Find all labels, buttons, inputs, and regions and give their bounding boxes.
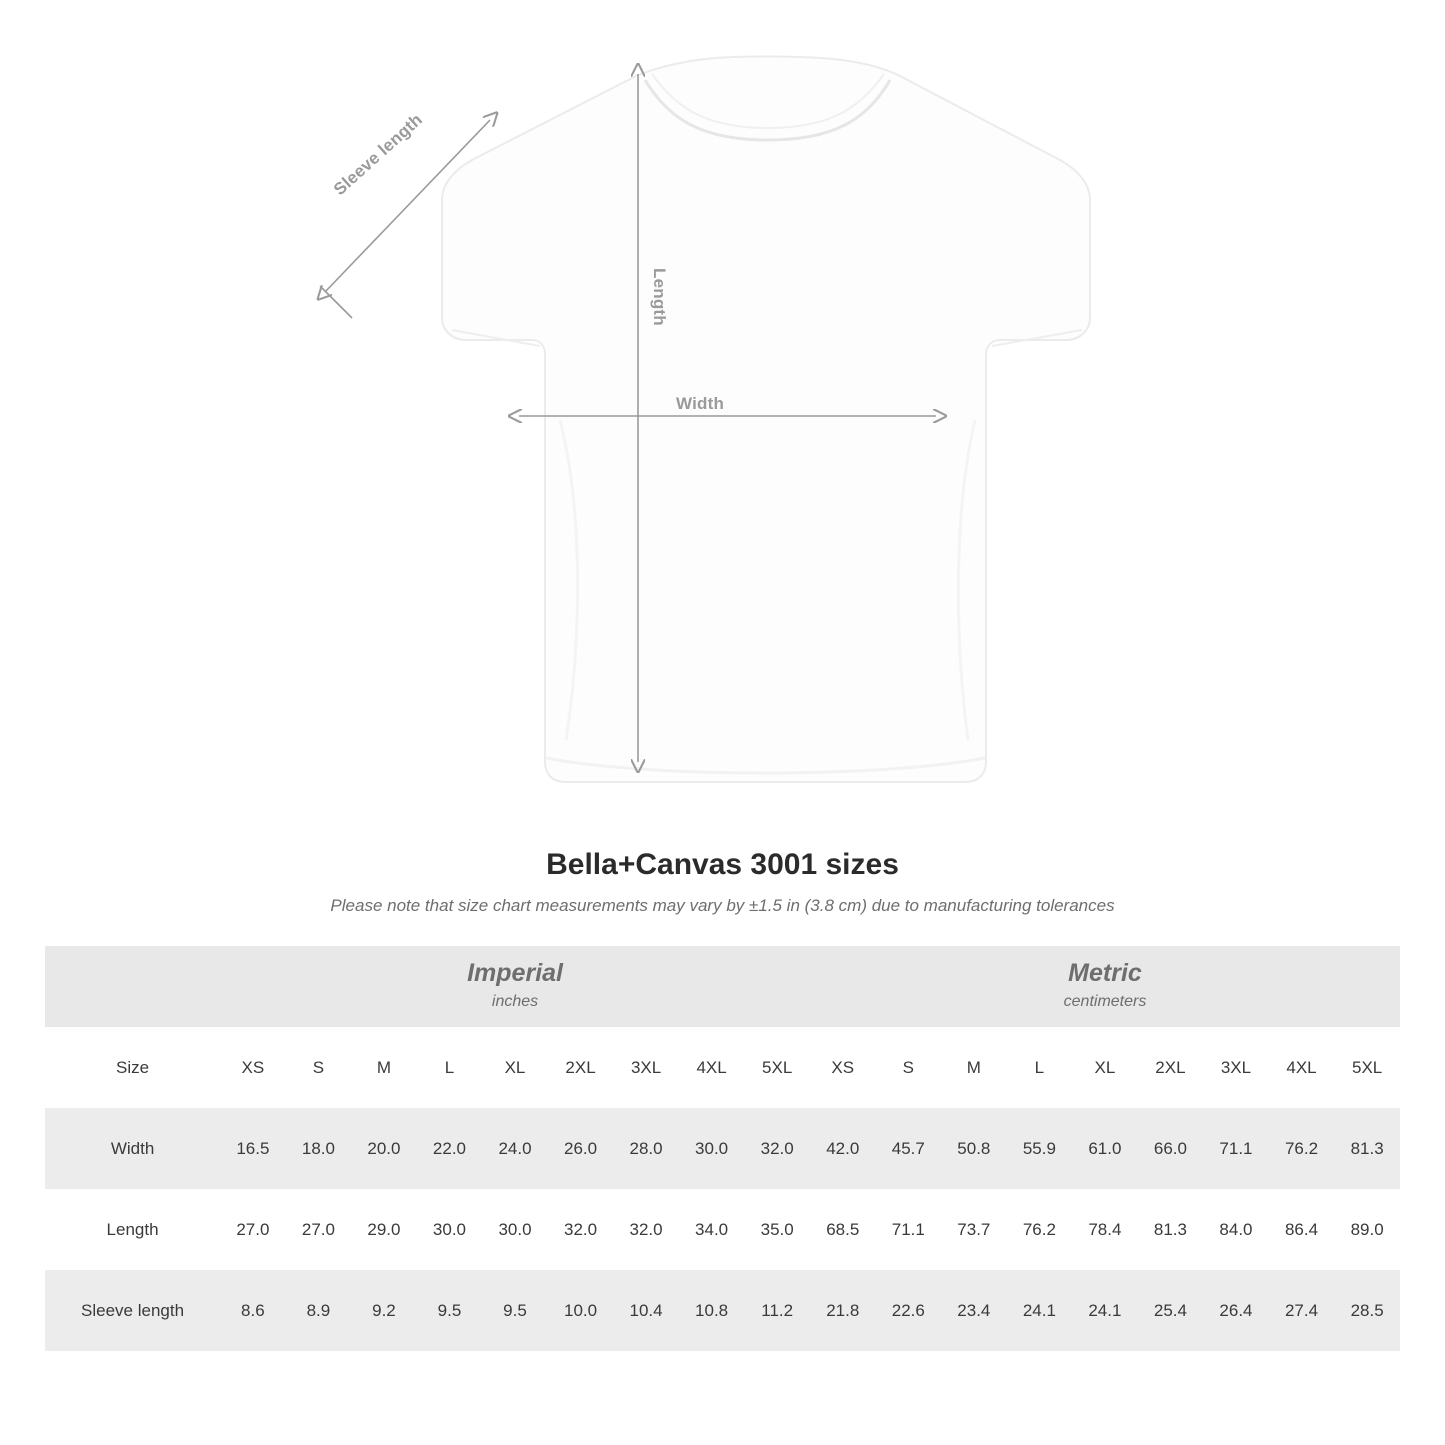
size-header-row <box>45 1027 1400 1108</box>
col-head-imperial-s: S <box>286 1027 352 1108</box>
cell-sleeve-metric-xs: 21.8 <box>810 1270 876 1351</box>
shirt-shape <box>442 57 1090 783</box>
cell-width-metric-4xl: 76.2 <box>1269 1108 1335 1189</box>
col-head-metric-xs: XS <box>810 1027 876 1108</box>
cell-width-imperial-3xl: 28.0 <box>613 1108 679 1189</box>
cell-sleeve-metric-s: 22.6 <box>876 1270 942 1351</box>
row-label-length: Length <box>45 1189 220 1270</box>
cell-width-imperial-4xl: 30.0 <box>679 1108 745 1189</box>
cell-sleeve-metric-m: 23.4 <box>941 1270 1007 1351</box>
col-head-imperial-xl: XL <box>482 1027 548 1108</box>
cell-sleeve-imperial-l: 9.5 <box>417 1270 483 1351</box>
cell-width-metric-xl: 61.0 <box>1072 1108 1138 1189</box>
unit-system-row <box>45 946 1400 1027</box>
col-head-metric-3xl: 3XL <box>1203 1027 1269 1108</box>
chart-heading-block <box>0 848 1445 916</box>
cell-width-metric-5xl: 81.3 <box>1334 1108 1400 1189</box>
cell-sleeve-metric-xl: 24.1 <box>1072 1270 1138 1351</box>
col-head-metric-xl: XL <box>1072 1027 1138 1108</box>
metric-units: centimeters <box>1063 993 1147 1011</box>
cell-width-metric-xs: 42.0 <box>810 1108 876 1189</box>
table-row <box>45 1189 1400 1270</box>
cell-width-metric-l: 55.9 <box>1007 1108 1073 1189</box>
col-head-metric-l: L <box>1007 1027 1073 1108</box>
page-title: Bella+Canvas 3001 sizes <box>546 848 899 881</box>
cell-width-metric-s: 45.7 <box>876 1108 942 1189</box>
cell-sleeve-metric-l: 24.1 <box>1007 1270 1073 1351</box>
sleeve-length-label: Sleeve length <box>330 109 427 200</box>
cell-sleeve-imperial-xs: 8.6 <box>220 1270 286 1351</box>
cell-length-imperial-s: 27.0 <box>286 1189 352 1270</box>
cell-sleeve-imperial-s: 8.9 <box>286 1270 352 1351</box>
cell-sleeve-metric-3xl: 26.4 <box>1203 1270 1269 1351</box>
col-head-imperial-5xl: 5XL <box>744 1027 810 1108</box>
tolerance-note: Please note that size chart measurements may vary by ±1.5 in (3.8 cm) due to manufacturing tolerances <box>330 896 1115 915</box>
cell-sleeve-imperial-xl: 9.5 <box>482 1270 548 1351</box>
cell-width-imperial-2xl: 26.0 <box>548 1108 614 1189</box>
cell-sleeve-imperial-2xl: 10.0 <box>548 1270 614 1351</box>
cell-length-metric-m: 73.7 <box>941 1189 1007 1270</box>
cell-width-imperial-l: 22.0 <box>417 1108 483 1189</box>
cell-length-metric-3xl: 84.0 <box>1203 1189 1269 1270</box>
imperial-label: Imperial <box>467 959 563 988</box>
cell-width-metric-3xl: 71.1 <box>1203 1108 1269 1189</box>
cell-length-imperial-2xl: 32.0 <box>548 1189 614 1270</box>
cell-sleeve-imperial-4xl: 10.8 <box>679 1270 745 1351</box>
table-row <box>45 1270 1400 1351</box>
col-head-imperial-l: L <box>417 1027 483 1108</box>
unit-band-spacer <box>45 946 220 1027</box>
unit-group-imperial <box>220 946 810 1027</box>
cell-length-metric-l: 76.2 <box>1007 1189 1073 1270</box>
cell-length-imperial-xl: 30.0 <box>482 1189 548 1270</box>
size-table <box>45 946 1400 1351</box>
unit-group-metric <box>810 946 1400 1027</box>
cell-length-imperial-3xl: 32.0 <box>613 1189 679 1270</box>
metric-label: Metric <box>1068 959 1142 988</box>
cell-length-metric-xs: 68.5 <box>810 1189 876 1270</box>
col-head-metric-s: S <box>876 1027 942 1108</box>
cell-length-metric-5xl: 89.0 <box>1334 1189 1400 1270</box>
cell-length-imperial-4xl: 34.0 <box>679 1189 745 1270</box>
cell-length-metric-4xl: 86.4 <box>1269 1189 1335 1270</box>
col-head-imperial-xs: XS <box>220 1027 286 1108</box>
table-row <box>45 1108 1400 1189</box>
col-head-imperial-2xl: 2XL <box>548 1027 614 1108</box>
cell-length-imperial-5xl: 35.0 <box>744 1189 810 1270</box>
cell-length-metric-s: 71.1 <box>876 1189 942 1270</box>
length-label: Length <box>650 268 669 326</box>
col-head-metric-5xl: 5XL <box>1334 1027 1400 1108</box>
cell-width-imperial-xl: 24.0 <box>482 1108 548 1189</box>
cell-length-imperial-xs: 27.0 <box>220 1189 286 1270</box>
cell-sleeve-metric-2xl: 25.4 <box>1138 1270 1204 1351</box>
cell-width-imperial-5xl: 32.0 <box>744 1108 810 1189</box>
cell-width-imperial-m: 20.0 <box>351 1108 417 1189</box>
cell-sleeve-imperial-m: 9.2 <box>351 1270 417 1351</box>
col-head-metric-m: M <box>941 1027 1007 1108</box>
cell-width-imperial-s: 18.0 <box>286 1108 352 1189</box>
col-head-imperial-m: M <box>351 1027 417 1108</box>
cell-sleeve-imperial-5xl: 11.2 <box>744 1270 810 1351</box>
size-table-wrapper <box>45 946 1400 1351</box>
cell-length-metric-2xl: 81.3 <box>1138 1189 1204 1270</box>
cell-width-metric-m: 50.8 <box>941 1108 1007 1189</box>
cell-width-metric-2xl: 66.0 <box>1138 1108 1204 1189</box>
size-header-cell: Size <box>45 1027 220 1108</box>
row-label-width: Width <box>45 1108 220 1189</box>
cell-width-imperial-xs: 16.5 <box>220 1108 286 1189</box>
width-label: Width <box>676 394 725 413</box>
col-head-metric-4xl: 4XL <box>1269 1027 1335 1108</box>
cell-length-imperial-m: 29.0 <box>351 1189 417 1270</box>
row-label-sleeve-length: Sleeve length <box>45 1270 220 1351</box>
imperial-units: inches <box>491 993 539 1011</box>
cell-sleeve-imperial-3xl: 10.4 <box>613 1270 679 1351</box>
cell-length-imperial-l: 30.0 <box>417 1189 483 1270</box>
col-head-imperial-3xl: 3XL <box>613 1027 679 1108</box>
cell-sleeve-metric-4xl: 27.4 <box>1269 1270 1335 1351</box>
col-head-imperial-4xl: 4XL <box>679 1027 745 1108</box>
col-head-metric-2xl: 2XL <box>1138 1027 1204 1108</box>
cell-sleeve-metric-5xl: 28.5 <box>1334 1270 1400 1351</box>
cell-length-metric-xl: 78.4 <box>1072 1189 1138 1270</box>
